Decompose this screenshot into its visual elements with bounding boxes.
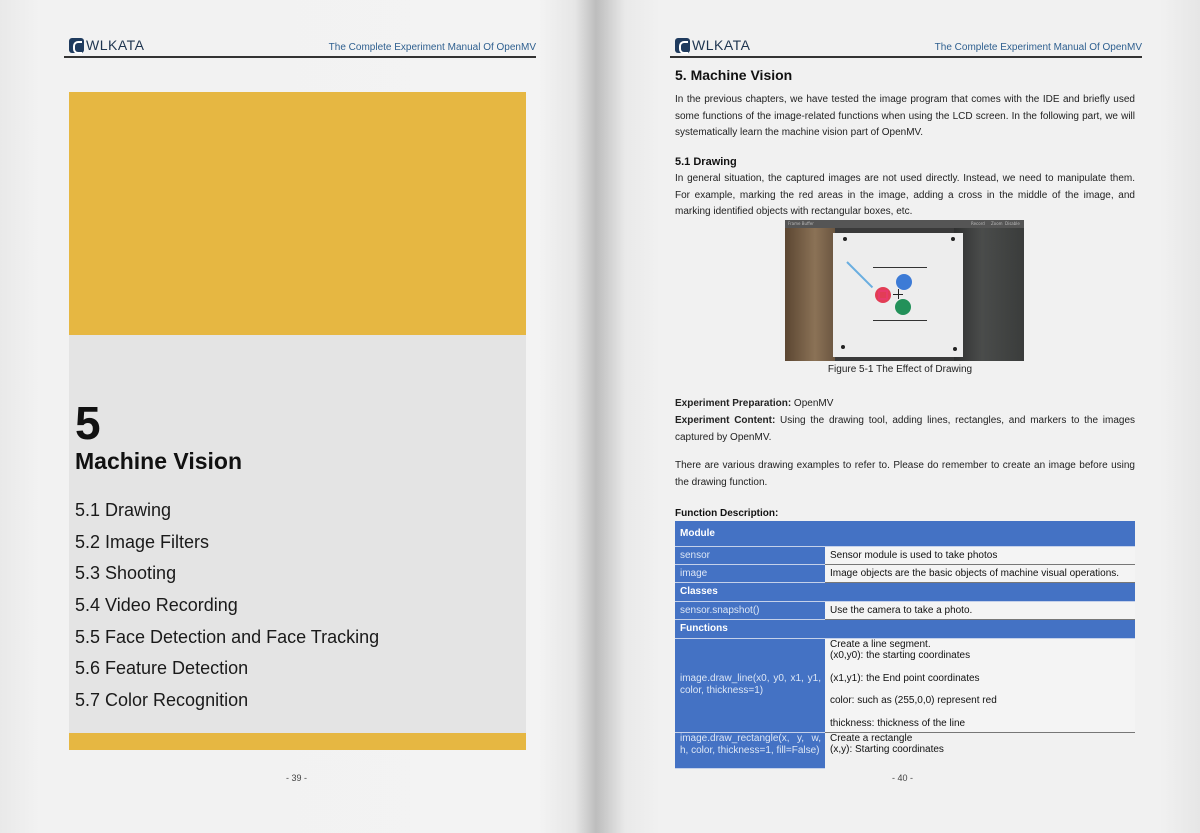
content-label: Experiment Content: <box>675 415 776 426</box>
section-title: 5. Machine Vision <box>675 67 793 83</box>
chapter-number: 5 <box>75 397 101 449</box>
table-header-row <box>675 582 1135 601</box>
header-blank <box>825 521 1135 546</box>
module-desc: Sensor module is used to take photos <box>825 546 1135 564</box>
table-row <box>675 546 1135 564</box>
logo-text: WLKATA <box>692 37 751 53</box>
desc-line: (x1,y1): the End point coordinates <box>830 672 980 684</box>
subsection-title: 5.1 Drawing <box>675 156 737 168</box>
drawing-effect-figure <box>785 220 1024 361</box>
table-row <box>675 638 1135 732</box>
chapter-title: Machine Vision <box>75 448 243 474</box>
toc-item: 5.3 Shooting <box>75 563 177 584</box>
header-blank <box>825 619 1135 638</box>
function-name: image.draw_rectangle(x, y, w, h, color, thickness=1, fill=False) <box>675 732 825 768</box>
logo-text: WLKATA <box>86 37 145 53</box>
record-label: Record <box>971 221 985 226</box>
figure-caption: Figure 5-1 The Effect of Drawing <box>827 364 973 375</box>
cross-marker <box>898 289 899 299</box>
function-desc <box>825 638 1135 732</box>
board-corner-dot <box>953 347 957 351</box>
class-desc: Use the camera to take a photo. <box>825 601 1135 619</box>
cover-yellow-block <box>69 92 526 335</box>
toc-item: 5.5 Face Detection and Face Tracking <box>75 626 380 647</box>
wlkata-logo <box>675 36 751 54</box>
function-description-title: Function Description: <box>675 508 779 519</box>
page-number: - 39 - <box>286 773 308 783</box>
disable-label: Disable <box>1005 221 1020 226</box>
manual-title: The Complete Experiment Manual Of OpenMV <box>934 42 1142 53</box>
table-header-row <box>675 521 1135 546</box>
cover-yellow-bar <box>69 733 526 750</box>
toc-item: 5.4 Video Recording <box>75 595 238 616</box>
examples-paragraph: There are various drawing examples to refer to. Please do remember to create an image before using the drawing function. <box>675 460 1135 488</box>
board-corner-dot <box>841 345 845 349</box>
wlkata-logo-icon <box>69 38 84 53</box>
white-board <box>833 233 963 357</box>
function-desc <box>825 732 1135 768</box>
bottom-line <box>873 320 927 321</box>
class-name: sensor.snapshot() <box>675 601 825 619</box>
function-name: image.draw_line(x0, y0, x1, y1, color, thickness=1) <box>675 638 825 732</box>
table-header-row <box>675 619 1135 638</box>
page-header <box>670 36 1142 58</box>
desc-line: color: such as (255,0,0) represent red <box>830 695 997 706</box>
desc-line: Create a rectangle <box>830 732 913 744</box>
wlkata-logo <box>69 36 145 54</box>
module-header: Module <box>675 521 825 546</box>
experiment-info <box>675 396 1135 446</box>
toc-item: 5.7 Color Recognition <box>75 690 249 711</box>
frame-buffer-toolbar <box>785 220 1024 228</box>
prep-value: OpenMV <box>791 398 834 409</box>
page-number: - 40 - <box>892 773 914 783</box>
desc-line: Create a line segment. <box>830 638 931 650</box>
classes-header: Classes <box>675 582 825 601</box>
top-line <box>873 267 927 268</box>
blue-circle <box>896 274 912 290</box>
prep-label: Experiment Preparation: <box>675 398 792 409</box>
board-corner-dot <box>843 237 847 241</box>
page-header <box>64 36 536 58</box>
manual-title: The Complete Experiment Manual Of OpenMV <box>328 42 536 53</box>
green-circle <box>895 299 911 315</box>
desc-line: thickness: thickness of the line <box>830 717 966 729</box>
wlkata-logo-icon <box>675 38 690 53</box>
subsection-paragraph: In general situation, the captured images are not used directly. Instead, we need to manipulate them. For example, marking the red areas in the image, adding a cross in the middle of the image, and marking identified objects with rectangular boxes, etc. <box>675 173 1135 217</box>
header-blank <box>825 582 1135 601</box>
dark-background <box>954 228 1024 361</box>
table-row <box>675 732 1135 768</box>
toc-item: 5.1 Drawing <box>75 500 172 520</box>
zoom-label: Zoom <box>991 221 1003 226</box>
module-desc: Image objects are the basic objects of machine visual operations. <box>825 564 1135 582</box>
intro-paragraph: In the previous chapters, we have tested the image program that comes with the IDE and briefly used some functions of the image-related functions when using the LCD screen. In the following part, we will systematically learn the machine vision part of OpenMV. <box>675 94 1135 138</box>
function-table <box>675 521 1135 769</box>
wood-background <box>785 228 835 361</box>
toc-item: 5.6 Feature Detection <box>75 658 249 679</box>
right-page <box>600 0 1200 833</box>
arrow-line <box>846 261 873 288</box>
toc-item: 5.2 Image Filters <box>75 531 210 552</box>
board-corner-dot <box>951 237 955 241</box>
desc-line: (x,y): Starting coordinates <box>830 744 944 755</box>
table-of-contents <box>75 498 379 720</box>
table-row <box>675 564 1135 582</box>
module-name: image <box>675 564 825 582</box>
content-value: Using the drawing tool, adding lines, rectangles, and markers to the images captured by OpenMV. <box>675 415 1135 443</box>
functions-header: Functions <box>675 619 825 638</box>
desc-line: (x0,y0): the starting coordinates <box>830 650 971 661</box>
frame-buffer-label: Frame Buffer <box>788 221 814 226</box>
module-name: sensor <box>675 546 825 564</box>
table-row <box>675 601 1135 619</box>
red-rectangle-marker <box>878 290 888 300</box>
